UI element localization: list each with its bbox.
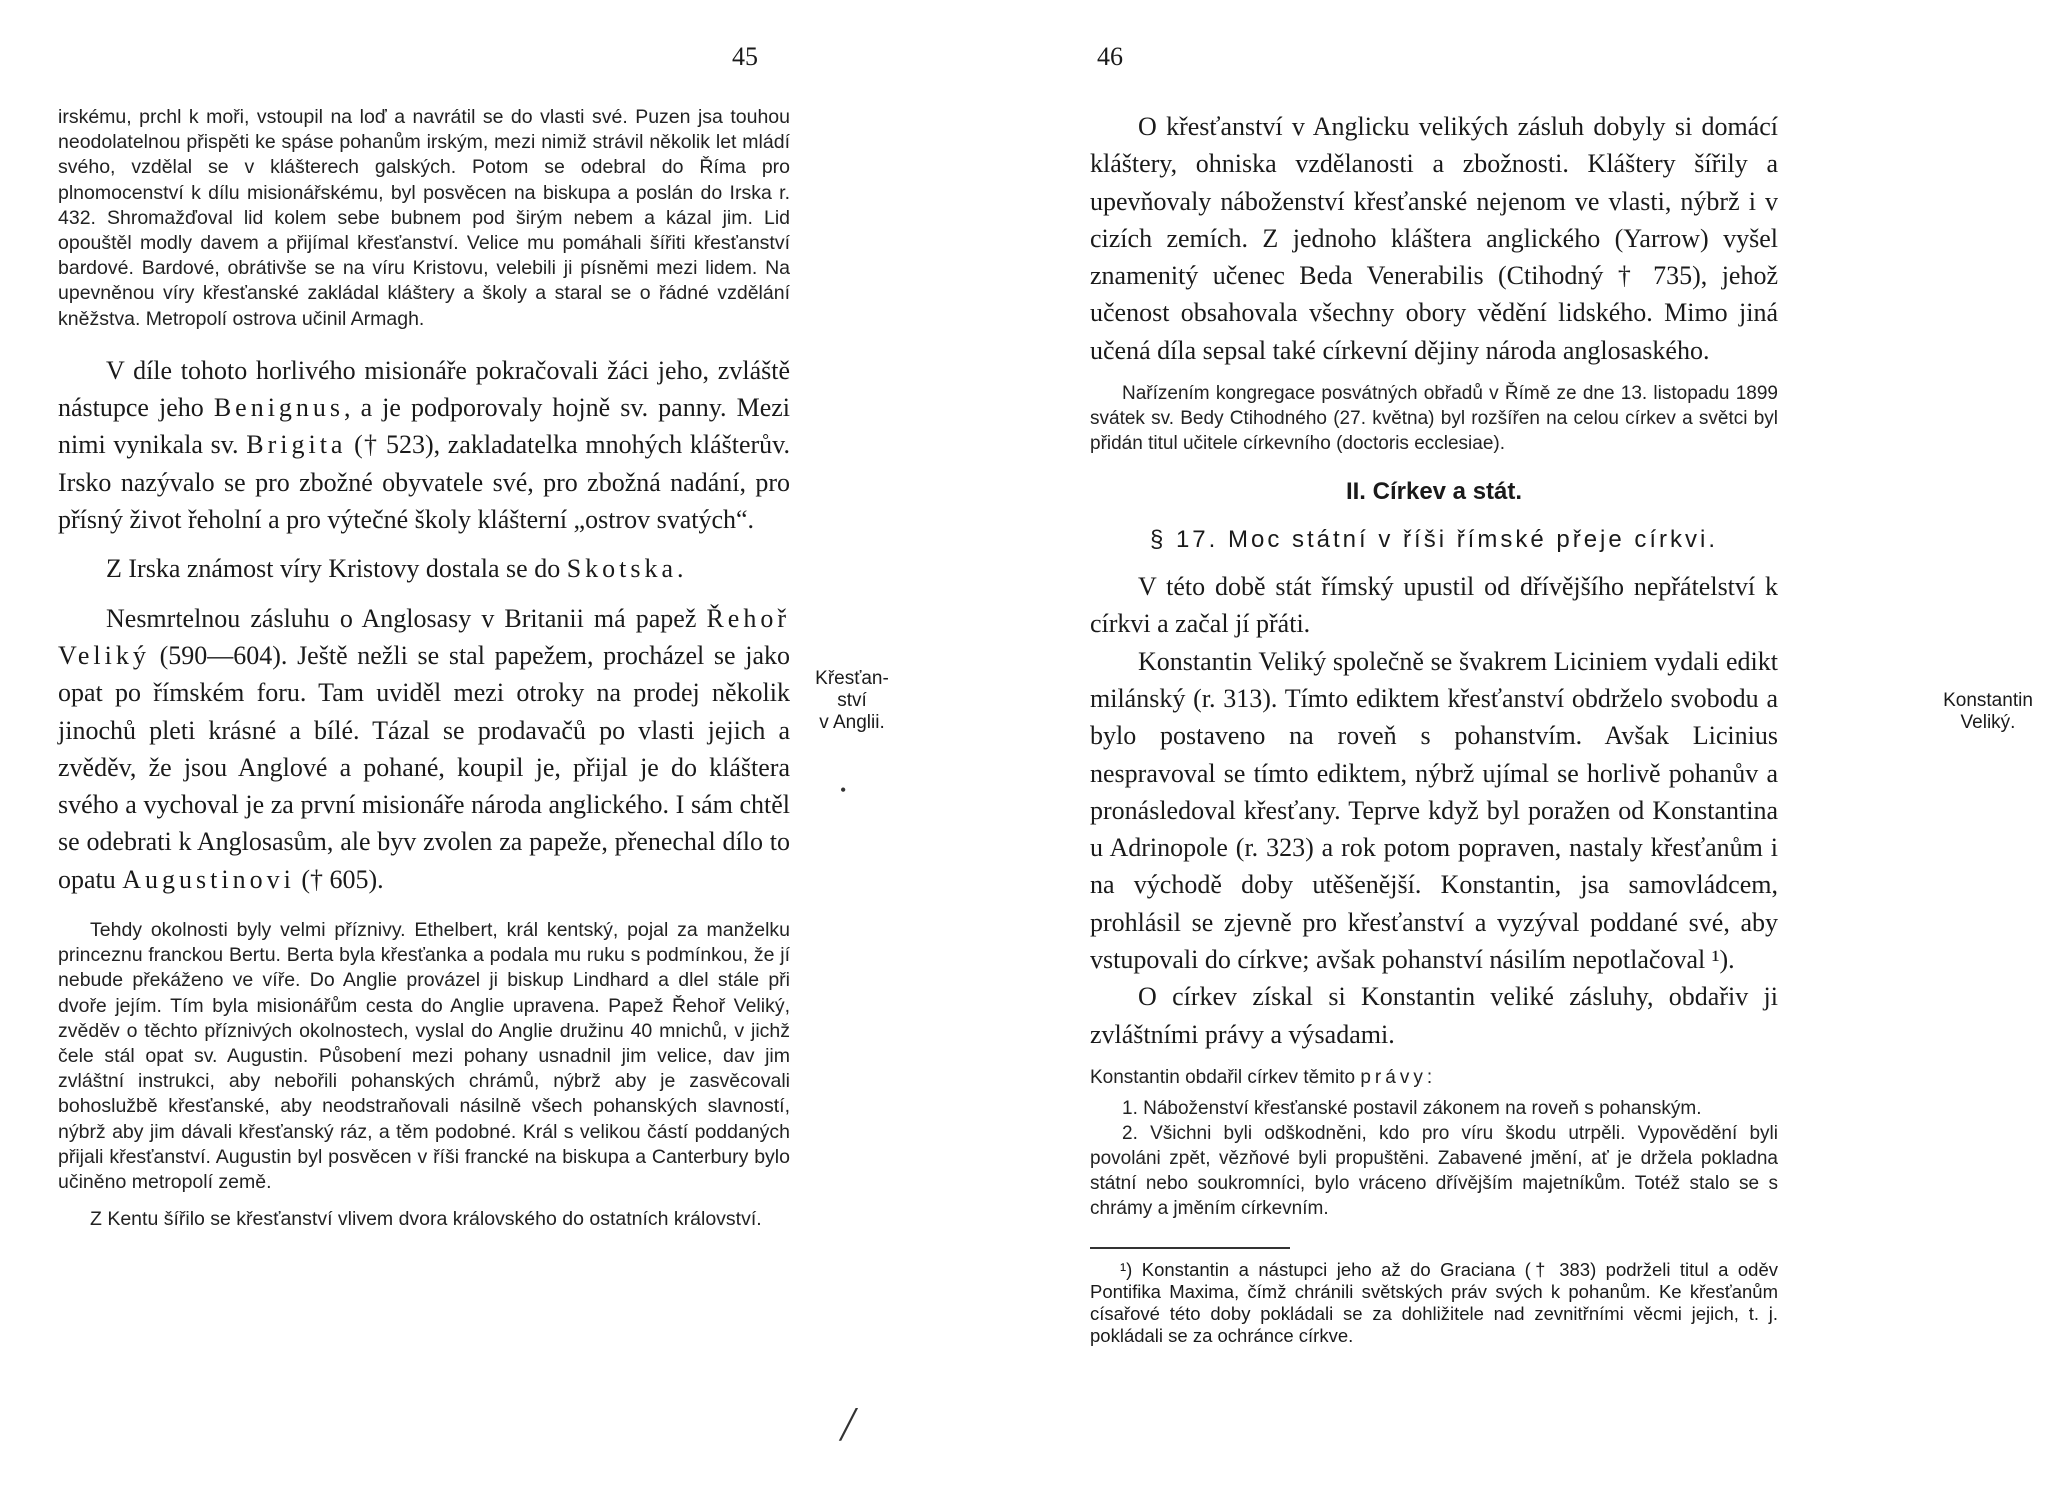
paragraph bbox=[58, 600, 790, 898]
marginal-line: v Anglii. bbox=[819, 712, 885, 733]
spaced-name: Skotska bbox=[566, 554, 678, 584]
paragraph bbox=[1090, 1065, 1778, 1090]
paragraph: Nařízením kongregace posvátných obřadů v Římě ze dne 13. listopadu 1899 svátek sv. Bedy Ctihodného (27. května) byl rozšířen na celou církev a světci byl přidán titul učitele církevního (doctoris ecclesiae). bbox=[1090, 383, 1778, 455]
marginal-note bbox=[804, 668, 900, 734]
marginal-line: Křesťan- bbox=[815, 668, 889, 689]
paragraph: irskému, prchl k moři, vstoupil na loď a navrátil se do vlasti své. Puzen jsa touhou neodolatelnou přispěti ke spáse pohanům irským, mezi nimiž strávil několik let mládí svého, vzdělal se v klášterech galských. Potom se odebral do Říma pro plnomocenství k dílu misionářskému, byl posvěcen na biskupa a poslán do Irska r. 432. Shromažďoval lid kolem sebe bubnem pod širým nebem a kázal jim. Lid opouštěl modly davem a přijímal křesťanství. Velice mu pomáhali šířiti křesťanství bardové. Bardové, obrátivše se na víru Kristovu, velebili ji písněmi mezi lidem. Na upevněnou víry křesťanské zakládal kláštery a školy a staral se o řádné vzdělání kněžstva. Metropolí ostrova učinil Armagh. bbox=[58, 106, 790, 330]
list-item: 1. Náboženství křesťanské postavil zákonem na roveň s pohanským. bbox=[1122, 1097, 1702, 1119]
spaced-word: právy bbox=[1360, 1066, 1427, 1088]
paragraph bbox=[58, 550, 790, 587]
pencil-stroke: ╱ bbox=[840, 1410, 857, 1441]
text-run: (590—604). Ještě nežli se stal papežem, procházel se jako opat po římském foru. Tam uviděl mezi otroky na prodej několik jinochů pleti krásné a bílé. Tázal se prodavačů po vlasti jejich a zvěděv, že jsou Anglové a pohané, koupil je, přijal je do kláštera svého a vychoval je za první misionáře národa anglického. I sám chtěl se odebrati k Anglosasům, ale byv zvolen za papeže, přenechal dílo to opatu bbox=[58, 640, 790, 894]
paragraph: O křesťanství v Anglicku velikých zásluh dobyly si domácí kláštery, ohniska vzdělanosti a zbožnosti. Kláštery šířily a upevňovaly náboženství křesťanské nejenom ve vlasti, nýbrž i v cizích zemích. Z jednoho kláštera anglického (Yarrow) vyšel znamenitý učenec Beda Venerabilis (Ctihodný † 735), jehož učenost obsahovala všechny obory vědění lidského. Mimo jiná učená díla sepsal také církevní dějiny národa anglosaského. bbox=[1090, 112, 1778, 365]
text-run: V díle tohoto horlivého misionáře pokračovali žáci jeho, zvláště nástupce jeho bbox=[58, 355, 790, 423]
text-run: . bbox=[677, 554, 684, 584]
right-text-column bbox=[1090, 108, 1778, 1347]
paragraph: V této době stát římský upustil od dřívějšího nepřátelství k církvi a začal jí přáti. bbox=[1090, 572, 1778, 639]
text-run: , a je podporovaly hojně sv. panny. Mezi nimi vynikala sv. bbox=[58, 393, 790, 460]
marginal-line: ství bbox=[837, 690, 867, 711]
text-run: († 605). bbox=[294, 864, 384, 894]
text-run: Z Irska známost víry Kristovy dostala se do bbox=[106, 554, 567, 584]
marginal-line: Konstantin bbox=[1943, 690, 2033, 711]
right-page bbox=[960, 0, 2033, 1500]
page-number: 46 bbox=[1097, 42, 1123, 71]
text-run: († 523), zakladatelka mnohých klášterův. Irsko nazývalo se pro zbožné obyvatele své, pro zbožná nadání, pro přísný život řeholní a pro výtečné školy klášterní „ostrov svatých“. bbox=[58, 430, 790, 535]
text-run: : bbox=[1426, 1066, 1433, 1088]
text-run: Konstantin Veliký společně se švakrem Liciniem vydali edikt milánský (r. 313). Tímto ediktem křesťanství obdrželo svobodu a bylo postaveno na roveň s pohanstvím. Avšak Licinius nespravoval se tímto ediktem, nýbrž ujímal se horlivě pohanův a pronásledoval křesťany. Teprve když byl poražen od Konstantina u Adrinopole (r. 323) a rok potom popraven, nastaly křesťanům i na východě doby utěšenější. Konstantin, jsa samovládcem, prohlásil se zjevně pro křesťanství a vyzýval poddané své, aby vstupovali do církve; avšak pohanství násilím nepotlačoval bbox=[1090, 646, 1778, 975]
spaced-name: Řehoř Veliký bbox=[58, 603, 790, 670]
page-number: 45 bbox=[732, 42, 758, 71]
paragraph bbox=[1090, 643, 1778, 979]
spaced-name: Benignus bbox=[213, 393, 345, 423]
footnote-ref: ¹). bbox=[1711, 945, 1735, 975]
left-page bbox=[0, 0, 900, 1500]
paragraph-heading: § 17. Moc státní v říši římské přeje církvi. bbox=[1149, 526, 1719, 554]
footnote-rule bbox=[1090, 1247, 1290, 1249]
text-run: Nesmrtelnou zásluhu o Anglosasy v Britanii má papež bbox=[106, 603, 707, 633]
paragraph: Z Kentu šířilo se křesťanství vlivem dvora královského do ostatních království. bbox=[90, 1208, 762, 1231]
paragraph: Tehdy okolnosti byly velmi příznivy. Ethelbert, král kentský, pojal za manželku princeznu franckou Bertu. Berta byla křesťanka a podala mu ruku s podmínkou, že jí nebude překáženo ve víře. Do Anglie provázel ji biskup Lindhard a dlel stále při dvoře jejím. Tím byla misionářům cesta do Anglie upravena. Papež Řehoř Veliký, zvěděv o těchto příznivých okolnostech, vyslal do Anglie družinu 40 mnichů, v jichž čele stál opat sv. Augustin. Působení mezi pohany usnadnil jim velice, dav jim zvláštní instrukci, aby nebořili pohanských chrámů, nýbrž aby je zasvěcovali bohoslužbě křesťanské, aby neodstraňovali násilně všech pohanských slavností, nýbrž aby jim dávali křesťanský ráz, a těm podobné. Král s velikou částí poddaných přijali křesťanství. Augustin byl posvěcen v říši francké na biskupa a Canterbury bylo učiněno metropolí země. bbox=[58, 918, 790, 1194]
left-text-column bbox=[58, 105, 790, 1232]
footnote: ¹) Konstantin a nástupci jeho až do Graciana († 383) podrželi titul a oděv Pontifika Maxima, čímž chránili světských práv svých k pohanům. Ke křesťanům císařové této doby pokládali se za dohližitele nad zevnitřními věcmi jejich, t. j. pokládali se za ochránce církve. bbox=[1090, 1258, 1778, 1346]
spaced-name: Augustinovi bbox=[122, 864, 295, 894]
section-heading: II. Církev a stát. bbox=[1345, 478, 1523, 506]
list-item: 2. Všichni byli odškodněni, kdo pro víru škodu utrpěli. Vypovědění byli povoláni zpět, vězňové byli propuštěni. Zabavené jmění, ať je držela pokladna státní nebo soukromníci, bylo vráceno dřívějším majetníkům. Totéž stalo se s chrámy a jměním církevním. bbox=[1090, 1122, 1778, 1219]
marginal-note bbox=[1928, 690, 2048, 734]
paragraph bbox=[58, 352, 790, 538]
marginal-line: Veliký. bbox=[1960, 712, 2016, 733]
paragraph: O církev získal si Konstantin veliké zásluhy, obdařiv ji zvláštními právy a výsadami. bbox=[1090, 982, 1778, 1049]
spaced-name: Brigita bbox=[246, 430, 347, 460]
ink-dot: • bbox=[840, 780, 847, 800]
text-run: Konstantin obdařil církev těmito bbox=[1090, 1066, 1361, 1088]
